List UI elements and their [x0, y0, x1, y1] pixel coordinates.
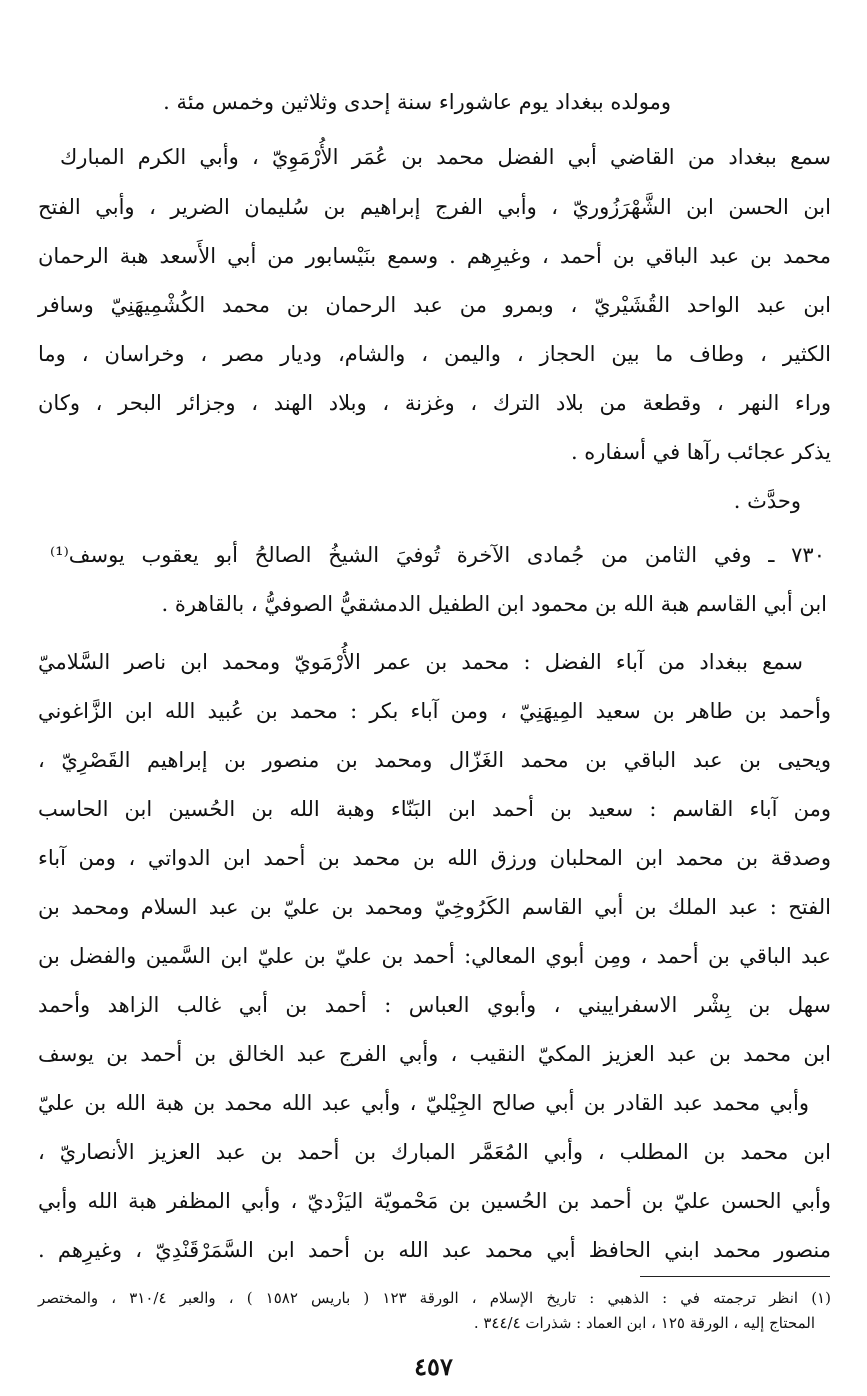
footnote-line: المحتاج إليه ، الورقة ١٢٥ ، ابن العماد : شذرات ٣٤٤/٤ .	[473, 1314, 815, 1332]
text-line: يذكر عجائب رآها في أسفاره .	[570, 440, 831, 464]
footnote-divider	[640, 1276, 830, 1277]
text-line: ابن أبي القاسم هبة الله بن محمود ابن الطفيل الدمشقيُّ الصوفيُّ ، بالقاهرة .	[161, 592, 827, 616]
text-line: عبد الباقي بن أحمد ، ومِن أبوي المعالي: أحمد بن عليّ بن عليّ ابن السَّمين والفضل بن	[38, 944, 831, 968]
text-line: ابن الحسن ابن الشَّهْرَزُوريّ ، وأبي الفرج إبراهيم بن سُليمان الضرير ، وأبي الفتح	[38, 195, 831, 219]
footnote-line: (١) انظر ترجمته في : الذهبي : تاريخ الإسلام ، الورقة ١٢٣ ( باريس ١٥٨٢ ) ، والعبر ٣١٠/٤ ، والمختصر	[38, 1289, 831, 1307]
text-line: سمع ببغداد من القاضي أبي الفضل محمد بن عُمَر الأُرْمَوِيّ ، وأبي الكرم المبارك	[60, 145, 831, 169]
text-line: سهل بن بِشْر الاسفراييني ، وأبوي العباس : أحمد بن أبي غالب الزاهد وأحمد	[38, 993, 831, 1017]
text-line: وحدَّث .	[733, 489, 801, 513]
text-line: محمد بن عبد الباقي بن أحمد ، وغيرِهم . وسمع بنَيْسابور من أبي الأَسعد هبة الرحمان	[38, 244, 831, 268]
text-line: ويحيى بن عبد الباقي بن محمد الغَزّال ومحمد بن منصور بن إبراهيم القَصْرِيّ ،	[38, 748, 831, 772]
text-line: ومولده ببغداد يوم عاشوراء سنة إحدى وثلاثين وخمس مئة .	[163, 90, 671, 114]
text-line: ابن عبد الواحد القُشَيْريّ ، وبمرو من عبد الرحمان بن محمد الكُشْمِيهَنِيّ وسافر	[38, 293, 831, 317]
text-line: الفتح : عبد الملك بن أبي القاسم الكَرُوخِيّ ومحمد بن عليّ بن عبد السلام ومحمد بن	[38, 895, 831, 919]
text-line: ابن محمد بن عبد العزيز المكيّ النقيب ، وأبي الفرج عبد الخالق بن أحمد بن يوسف	[38, 1042, 831, 1066]
text-line: ومن آباء القاسم : سعيد بن أحمد ابن البَنّاء وهبة الله بن الحُسين ابن الحاسب	[38, 797, 831, 821]
text-line: سمع ببغداد من آباء الفضل : محمد بن عمر الأُرْمَويّ ومحمد ابن ناصر السَّلاميّ	[38, 650, 803, 674]
entry-heading: ٧٣٠ ـ وفي الثامن من جُمادى الآخرة تُوفيَ الشيخُ الصالحُ أبو يعقوب يوسف⁽¹⁾	[50, 543, 825, 567]
text-line: وراء النهر ، وقطعة من بلاد الترك ، وغزنة ، وبلاد الهند ، وجزائر البحر ، وكان	[38, 391, 831, 415]
text-line: الكثير ، وطاف ما بين الحجاز ، واليمن ، والشام، وديار مصر ، وخراسان ، وما	[38, 342, 831, 366]
text-line: منصور محمد ابني الحافظ أبي محمد عبد الله بن أحمد ابن السَّمَرْقَنْدِيّ ، وغيرِهم .	[38, 1238, 831, 1262]
text-line: وأبي محمد عبد القادر بن أبي صالح الجِيْليّ ، وأبي عبد الله محمد بن هبة الله بن عليّ	[38, 1091, 809, 1115]
page-number: ٤٥٧	[414, 1352, 453, 1381]
text-line: ابن محمد بن المطلب ، وأبي المُعَمَّر المبارك بن أحمد بن عبد العزيز الأنصاريّ ،	[38, 1140, 831, 1164]
text-line: وصدقة بن محمد ابن المحلبان ورزق الله بن محمد بن أحمد ابن الدواتي ، ومن آباء	[38, 846, 831, 870]
text-line: وأحمد بن طاهر بن سعيد المِيهَنِيّ ، ومن آباء بكر : محمد بن عُبيد الله ابن الزَّاغوني	[38, 699, 831, 723]
text-line: وأبي الحسن عليّ بن أحمد بن الحُسين بن مَحْمويّة اليَزْديّ ، وأبي المظفر هبة الله وأبي	[38, 1189, 831, 1213]
